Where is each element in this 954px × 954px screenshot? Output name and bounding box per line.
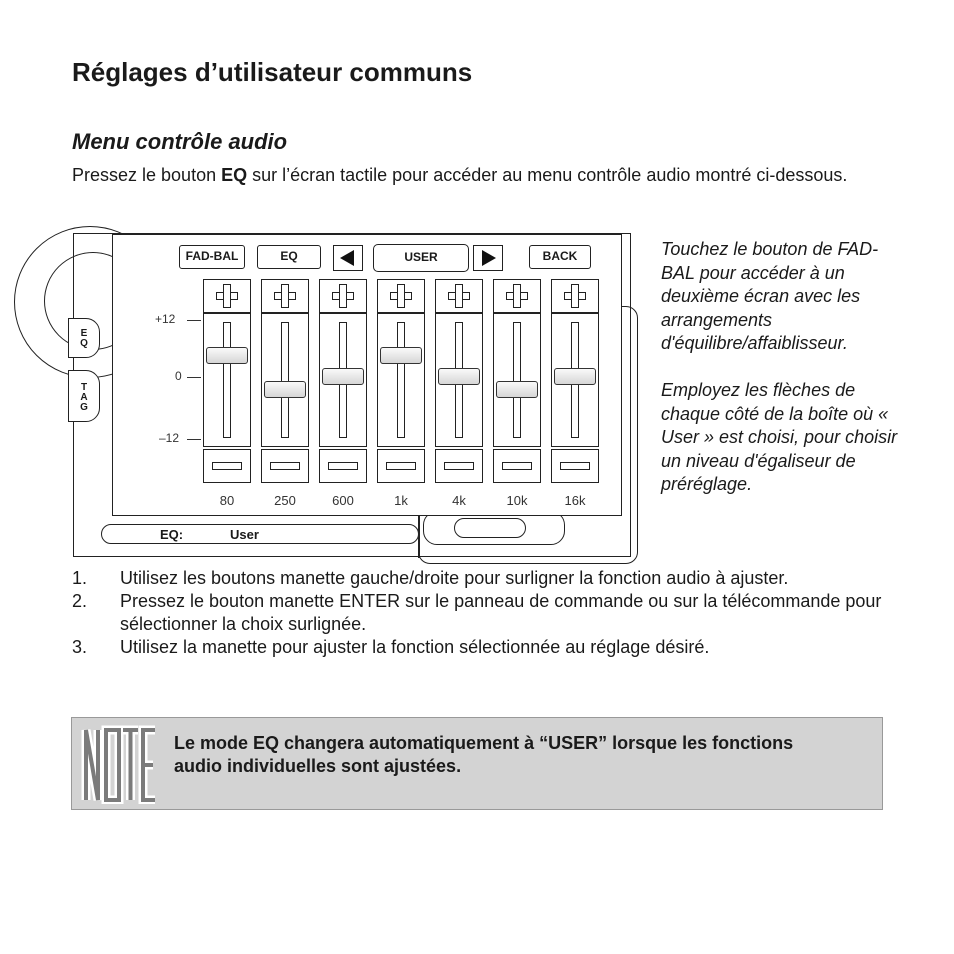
slider-knob[interactable] bbox=[322, 368, 364, 385]
step-number: 1. bbox=[72, 568, 88, 588]
minus-icon bbox=[444, 462, 474, 470]
display-stand bbox=[423, 511, 565, 545]
eq-band-minus-button[interactable] bbox=[435, 449, 483, 483]
slider-track bbox=[397, 322, 405, 438]
slider-knob[interactable] bbox=[380, 347, 422, 364]
fad-bal-button[interactable]: FAD-BAL bbox=[179, 245, 245, 269]
prev-preset-button[interactable] bbox=[333, 245, 363, 271]
side-instruction-fad-bal: Touchez le bouton de FAD-BAL pour accéder à un deuxième écran avec les arrangements d'équilibre/affaiblisseur. bbox=[661, 239, 879, 353]
eq-band-frequency-label: 10k bbox=[506, 493, 528, 508]
eq-band-frequency-label: 600 bbox=[332, 493, 354, 508]
scale-label-min: –12 bbox=[159, 431, 180, 445]
slider-knob[interactable] bbox=[264, 381, 306, 398]
minus-icon bbox=[502, 462, 532, 470]
eq-band-frequency-label: 4k bbox=[452, 493, 466, 508]
intro-paragraph bbox=[72, 164, 892, 187]
list-item bbox=[72, 636, 892, 659]
eq-band-frequency-label: 250 bbox=[274, 493, 296, 508]
slider-track bbox=[223, 322, 231, 438]
preset-display[interactable]: USER bbox=[373, 244, 469, 272]
slider-knob[interactable] bbox=[554, 368, 596, 385]
scale-tick-max bbox=[187, 320, 201, 321]
list-item bbox=[72, 567, 892, 590]
minus-icon bbox=[270, 462, 300, 470]
minus-icon bbox=[212, 462, 242, 470]
eq-band-plus-button[interactable] bbox=[319, 279, 367, 313]
scale-label-max: +12 bbox=[155, 312, 176, 326]
side-instructions bbox=[661, 238, 901, 520]
slider-knob[interactable] bbox=[438, 368, 480, 385]
page-title: Réglages d’utilisateur communs bbox=[72, 57, 473, 87]
slider-track bbox=[513, 322, 521, 438]
minus-icon bbox=[328, 462, 358, 470]
note-box bbox=[71, 717, 883, 810]
step-text: Utilisez les boutons manette gauche/droite pour surligner la fonction audio à ajuster. bbox=[120, 568, 789, 588]
steps-list bbox=[72, 567, 892, 659]
eq-band-slider[interactable] bbox=[377, 313, 425, 447]
eq-band-minus-button[interactable] bbox=[261, 449, 309, 483]
eq-panel bbox=[112, 234, 622, 516]
slider-knob[interactable] bbox=[496, 381, 538, 398]
eq-band-frequency-label: 16k bbox=[564, 493, 586, 508]
step-text: Pressez le bouton manette ENTER sur le panneau de commande ou sur la télécommande pour sélectionner la choix surlignée. bbox=[120, 591, 882, 634]
list-item bbox=[72, 590, 892, 636]
eq-band-plus-button[interactable] bbox=[551, 279, 599, 313]
side-tab-tag-letter-3: G bbox=[80, 402, 88, 413]
intro-eq-keyword: EQ bbox=[221, 165, 248, 185]
eq-band-minus-button[interactable] bbox=[493, 449, 541, 483]
eq-band-plus-button[interactable] bbox=[261, 279, 309, 313]
eq-band-slider[interactable] bbox=[493, 313, 541, 447]
minus-icon bbox=[560, 462, 590, 470]
scale-tick-zero bbox=[187, 377, 201, 378]
step-text: Utilisez la manette pour ajuster la fonction sélectionnée au réglage désiré. bbox=[120, 637, 710, 657]
slider-knob[interactable] bbox=[206, 347, 248, 364]
eq-band-plus-button[interactable] bbox=[377, 279, 425, 313]
note-logo bbox=[80, 724, 160, 804]
side-tab-tag-letter-1: T bbox=[80, 382, 88, 393]
side-instruction-arrows: Employez les flèches de chaque côté de la boîte où « User » est choisi, pour choisir un niveau d'égaliseur de préréglage. bbox=[661, 380, 898, 494]
eq-band-slider[interactable] bbox=[261, 313, 309, 447]
eq-band-plus-button[interactable] bbox=[203, 279, 251, 313]
side-tab-eq[interactable] bbox=[68, 318, 100, 358]
eq-band-minus-button[interactable] bbox=[319, 449, 367, 483]
intro-text-start: Pressez le bouton bbox=[72, 165, 222, 185]
side-tab-tag[interactable] bbox=[68, 370, 100, 422]
status-label: EQ: bbox=[160, 527, 184, 542]
triangle-left-icon bbox=[340, 250, 354, 266]
section-title: Menu contrôle audio bbox=[72, 129, 288, 154]
eq-band-slider[interactable] bbox=[203, 313, 251, 447]
slider-track bbox=[281, 322, 289, 438]
next-preset-button[interactable] bbox=[473, 245, 503, 271]
note-text: Le mode EQ changera automatiquement à “USER” lorsque les fonctions audio individuelles sont ajustées. bbox=[174, 733, 794, 776]
eq-band-plus-button[interactable] bbox=[493, 279, 541, 313]
intro-text-end: sur l’écran tactile pour accéder au menu contrôle audio montré ci-dessous. bbox=[247, 165, 848, 185]
triangle-right-icon bbox=[482, 250, 496, 266]
eq-button[interactable]: EQ bbox=[257, 245, 321, 269]
eq-status-bar bbox=[101, 524, 419, 544]
side-tab-eq-letter-2: Q bbox=[80, 338, 88, 349]
eq-band-slider[interactable] bbox=[319, 313, 367, 447]
side-tab-tag-letter-2: A bbox=[80, 392, 88, 403]
audio-control-screen bbox=[73, 233, 631, 557]
eq-band-minus-button[interactable] bbox=[203, 449, 251, 483]
eq-band-minus-button[interactable] bbox=[377, 449, 425, 483]
eq-band-frequency-label: 80 bbox=[219, 493, 235, 508]
scale-tick-min bbox=[187, 439, 201, 440]
step-number: 2. bbox=[72, 591, 88, 611]
scale-label-zero: 0 bbox=[175, 369, 182, 383]
eq-band-plus-button[interactable] bbox=[435, 279, 483, 313]
eq-band-minus-button[interactable] bbox=[551, 449, 599, 483]
eq-band-frequency-label: 1k bbox=[394, 493, 408, 508]
eq-band-slider[interactable] bbox=[435, 313, 483, 447]
minus-icon bbox=[386, 462, 416, 470]
display-stand-inner bbox=[454, 518, 526, 538]
step-number: 3. bbox=[72, 637, 88, 657]
back-button[interactable]: BACK bbox=[529, 245, 591, 269]
eq-band-slider[interactable] bbox=[551, 313, 599, 447]
side-tab-eq-letter-1: E bbox=[80, 328, 88, 339]
status-value: User bbox=[230, 527, 259, 542]
